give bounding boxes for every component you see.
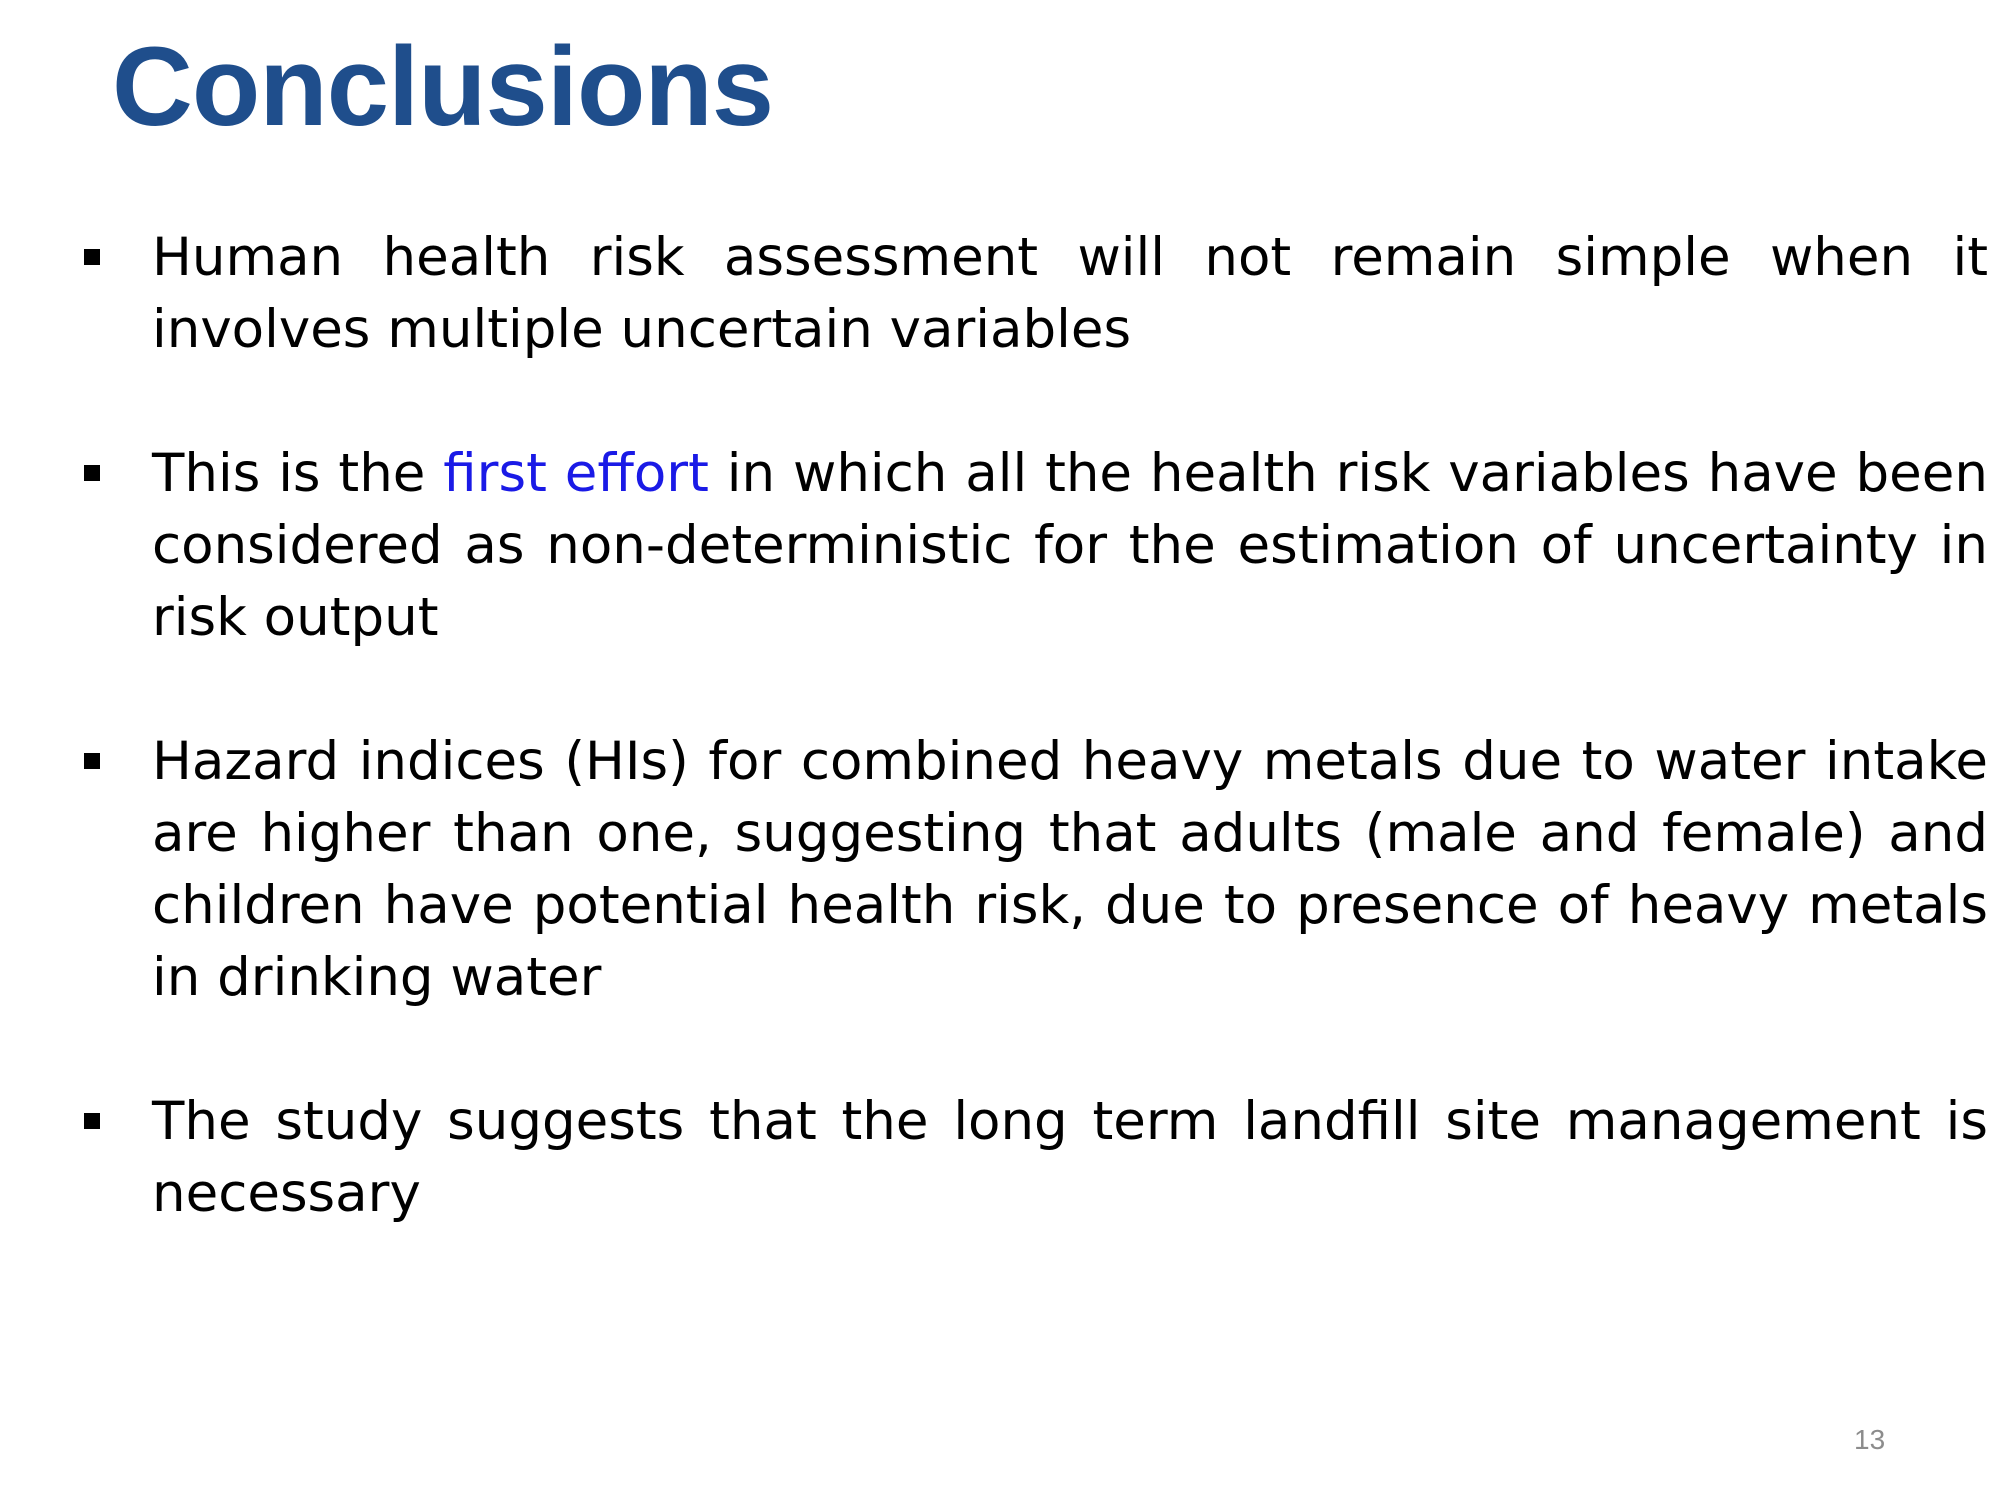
bullet-highlight-text: first effort xyxy=(443,443,709,504)
bullet-text: The study suggests that the long term landfill site management is necessary xyxy=(152,1091,1988,1224)
bullet-item-3 xyxy=(76,726,1988,1014)
square-bullet-icon xyxy=(84,465,100,481)
square-bullet-icon xyxy=(84,1113,100,1129)
bullet-text: Human health risk assessment will not remain simple when it involves multiple uncertain variables xyxy=(152,227,1988,360)
bullet-item-2 xyxy=(76,438,1988,654)
bullet-item-1 xyxy=(76,222,1988,366)
bullet-text: Hazard indices (HIs) for combined heavy metals due to water intake are higher than one, suggesting that adults (male and female) and children have potential health risk, due to presence of heavy metals in drinking water xyxy=(152,731,1988,1008)
bullet-text-after: in which all the health risk variables have been considered as non-deterministic for the estimation of uncertainty in risk output xyxy=(152,443,1988,648)
square-bullet-icon xyxy=(84,249,100,265)
bullet-item-4 xyxy=(76,1086,1988,1230)
bullet-text-before: This is the xyxy=(152,443,444,504)
slide-title: Conclusions xyxy=(112,24,774,149)
square-bullet-icon xyxy=(84,753,100,769)
conclusions-list xyxy=(76,222,1988,1302)
page-number: 13 xyxy=(1854,1424,1886,1455)
